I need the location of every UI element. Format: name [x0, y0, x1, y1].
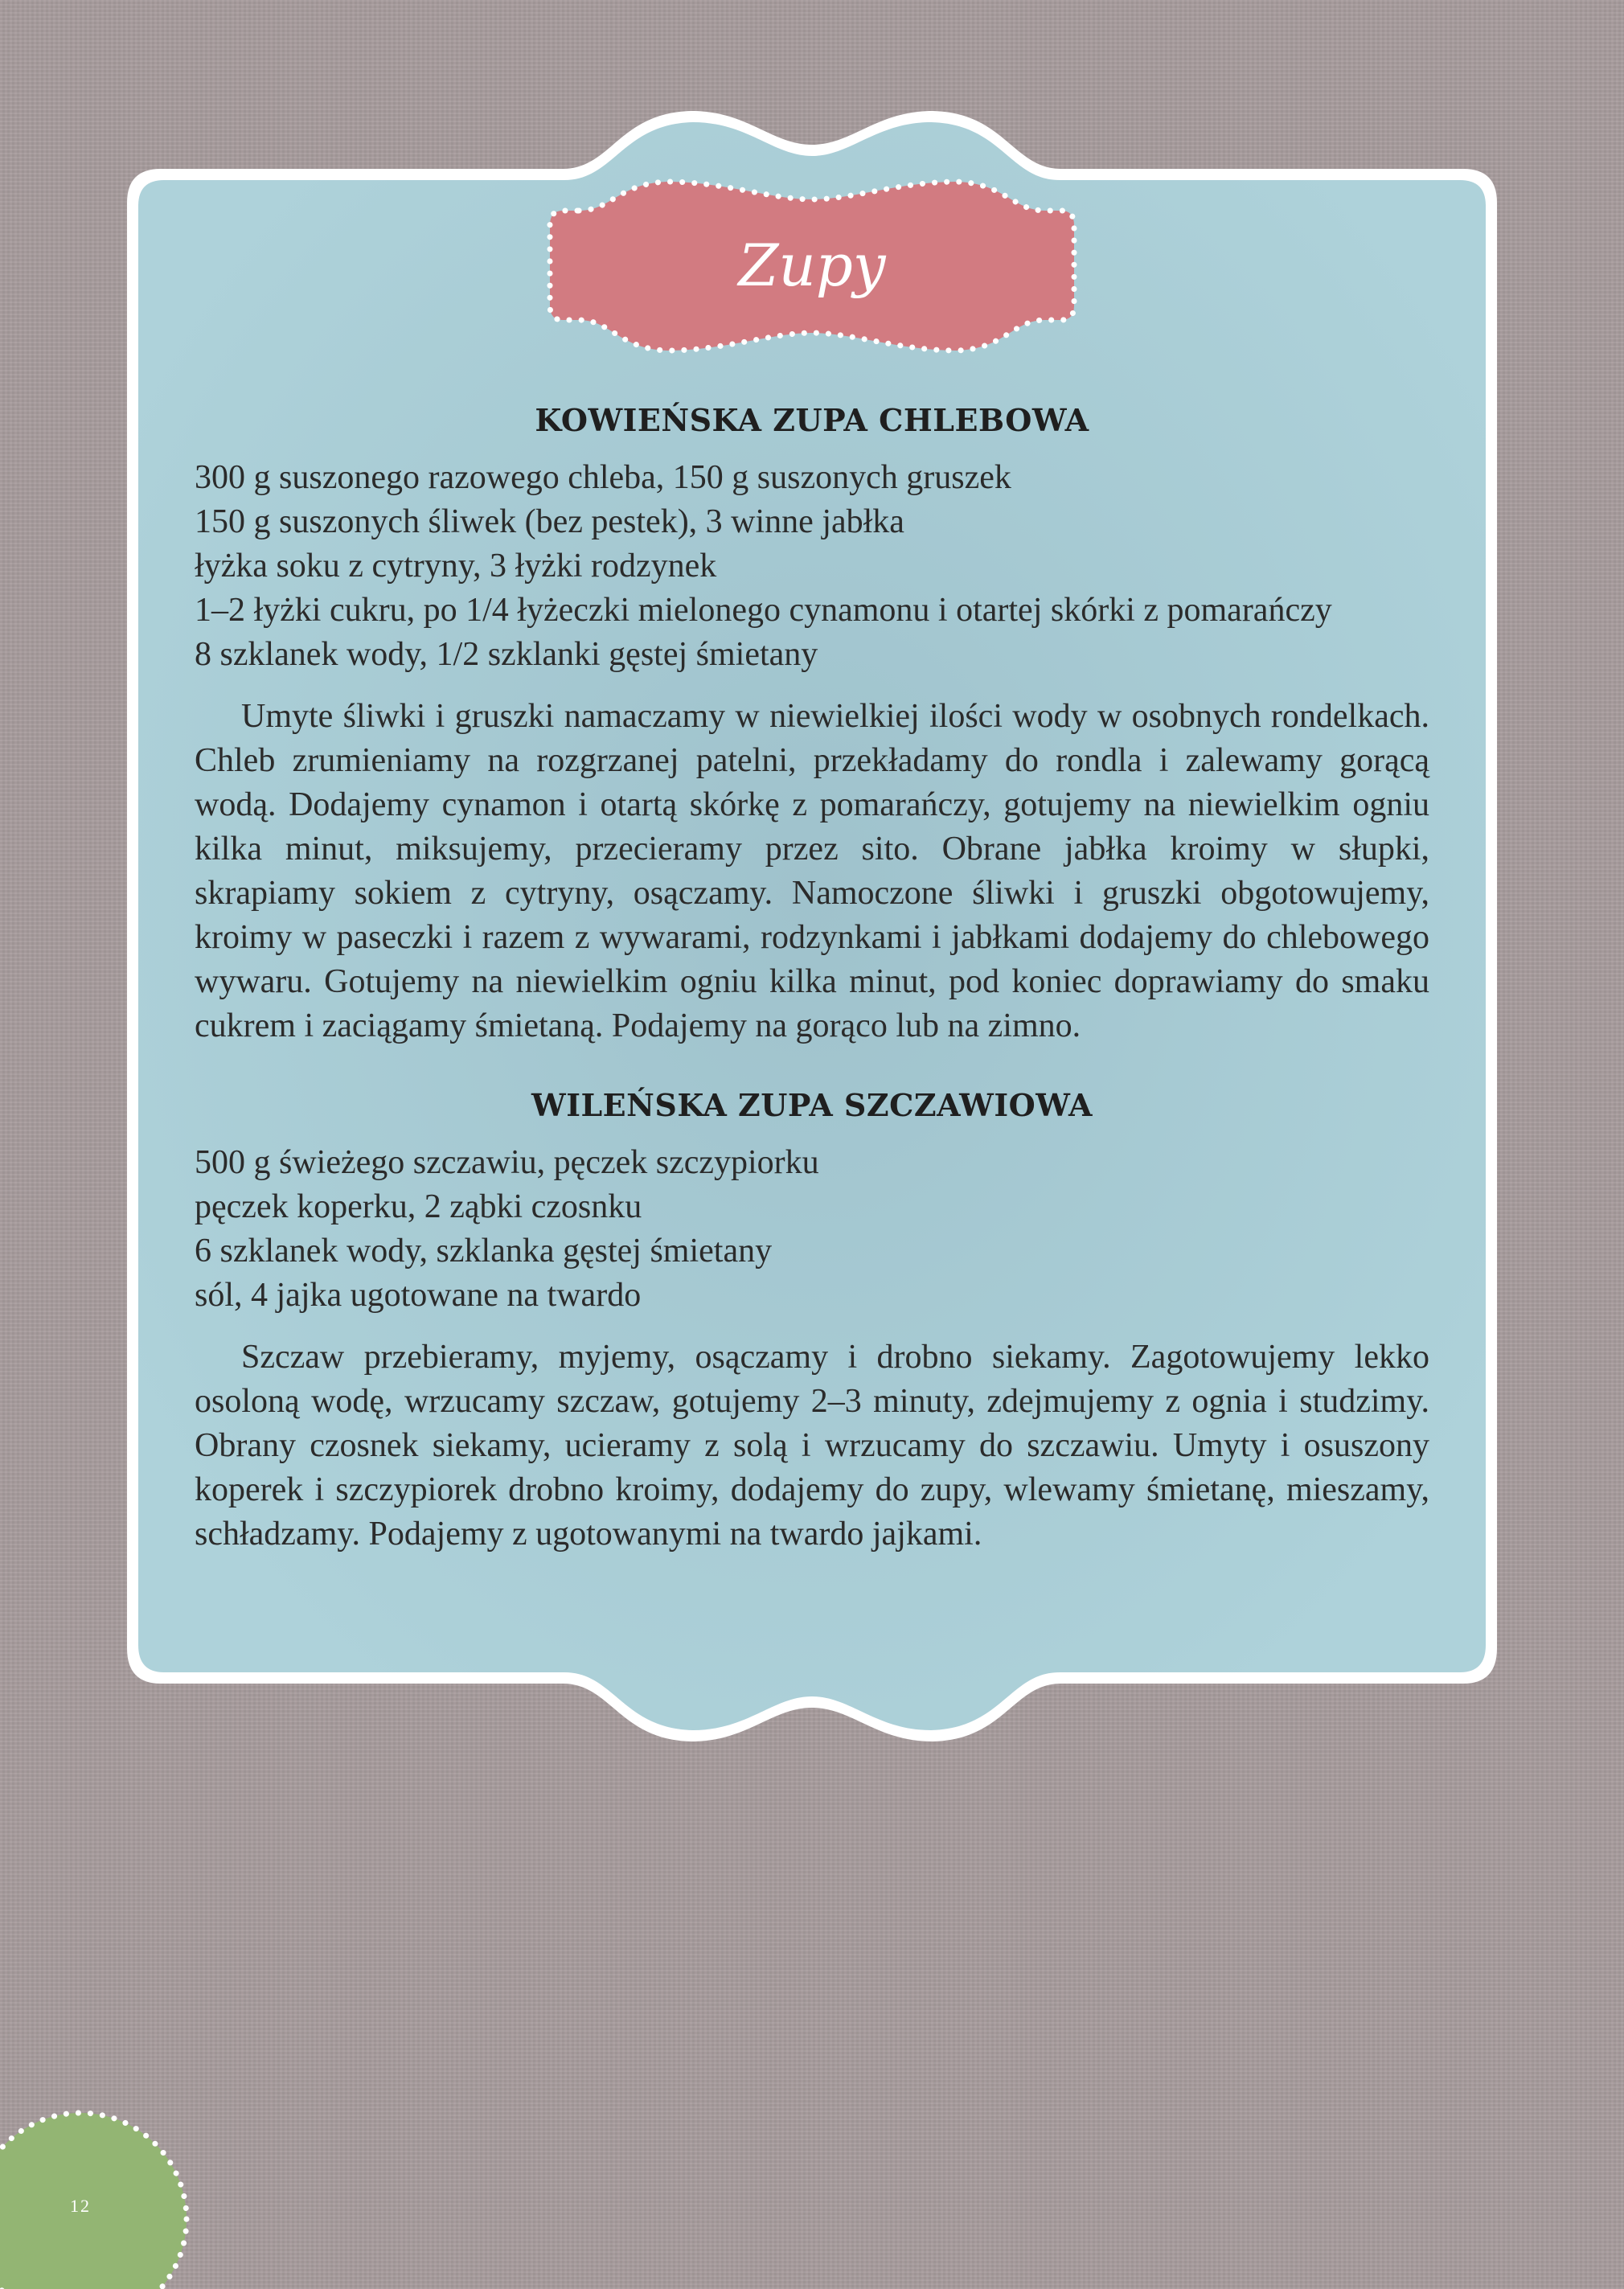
- ingredient-line: 1–2 łyżki cukru, po 1/4 łyżeczki mielonego cynamonu i otartej skórki z pomarańczy: [195, 592, 1332, 629]
- recipes-content: [195, 402, 1429, 1557]
- section-title: Zupy: [738, 232, 886, 299]
- recipe-title: WILEŃSKA ZUPA SZCZAWIOWA: [531, 1087, 1093, 1123]
- ingredient-line: 300 g suszonego razowego chleba, 150 g suszonych gruszek: [195, 459, 1011, 496]
- ingredients-list: [195, 456, 1429, 677]
- ingredient-line: 8 szklanek wody, 1/2 szklanki gęstej śmietany: [195, 636, 818, 673]
- ingredient-line: pęczek koperku, 2 ząbki czosnku: [195, 1188, 642, 1225]
- ingredient-line: 500 g świeżego szczawiu, pęczek szczypiorku: [195, 1144, 819, 1181]
- recipe-wilenska: [195, 1087, 1429, 1557]
- ingredient-line: 150 g suszonych śliwek (bez pestek), 3 winne jabłka: [195, 503, 904, 540]
- recipe-title: KOWIEŃSKA ZUPA CHLEBOWA: [535, 402, 1089, 438]
- ingredients-list: [195, 1141, 1429, 1318]
- ingredient-line: łyżka soku z cytryny, 3 łyżki rodzynek: [195, 548, 717, 585]
- recipe-method: Umyte śliwki i gruszki namaczamy w niewielkiej ilości wody w osobnych rondelkach. Chleb zrumieniamy na rozgrzanej patelni, przekładamy do rondla i zalewamy gorącą wodą. Dodajemy cynamon i otartą skórkę z pomarańczy, gotujemy na niewielkim ogniu kilka minut, miksujemy, przecieramy przez sito. Obrane jabłka kroimy w słupki, skrapiamy sokiem z cytryny, osączamy. Namoczone śliwki i gruszki obgotowujemy, kroimy w paseczki i razem z wywarami, rodzynkami i jabłkami dodajemy do chlebowego wywaru. Gotujemy na niewielkim ogniu kilka minut, pod koniec doprawiamy do smaku cukrem i zaciągamy śmietaną. Podajemy na gorąco lub na zimno.: [195, 698, 1429, 1044]
- recipe-method: Szczaw przebieramy, myjemy, osączamy i drobno siekamy. Zagotowujemy lekko osoloną wodę, wrzucamy szczaw, gotujemy 2–3 minuty, zdejmujemy z ognia i studzimy. Obrany czosnek siekamy, ucieramy z solą i wrzucamy do szczawiu. Umyty i osuszony koperek i szczypiorek drobno kroimy, dodajemy do zupy, wlewamy śmietanę, mieszamy, schładzamy. Podajemy z ugotowanymi na twardo jajkami.: [195, 1339, 1429, 1553]
- recipe-kowienska: [195, 402, 1429, 1048]
- ingredient-line: sól, 4 jajka ugotowane na twardo: [195, 1277, 642, 1314]
- page-number: 12: [70, 2196, 91, 2216]
- ingredient-line: 6 szklanek wody, szklanka gęstej śmietany: [195, 1233, 773, 1270]
